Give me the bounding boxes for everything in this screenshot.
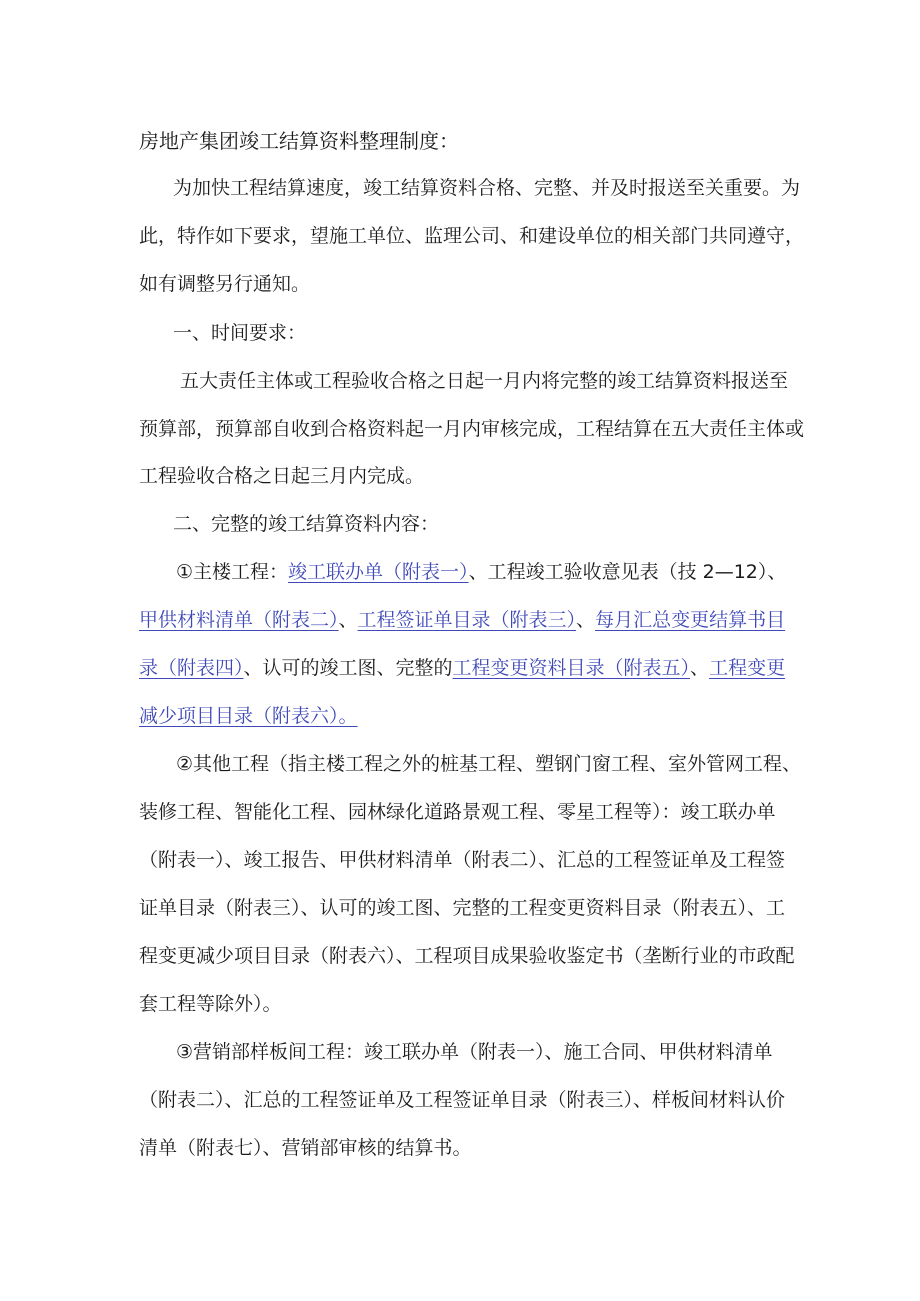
- section1-line-2: 预算部，预算部自收到合格资料起一月内审核完成，工程结算在五大责任主体或: [139, 418, 805, 440]
- item3-line-1: ③营销部样板间工程：竣工联办单（附表一）、施工合同、甲供材料清单: [176, 1041, 773, 1063]
- item2-line-5: 程变更减少项目目录（附表六）、工程项目成果验收鉴定书（垄断行业的市政配: [139, 945, 795, 967]
- item2-line-6: 套工程等除外）。: [139, 993, 282, 1015]
- item2-line-3: （附表一）、竣工报告、甲供材料清单（附表二）、汇总的工程签证单及工程签: [139, 849, 786, 871]
- item3-line-2: （附表二）、汇总的工程签证单及工程签证单目录（附表三）、样板间材料认价: [139, 1089, 786, 1111]
- separator: 、: [690, 657, 710, 679]
- section1-heading: 一、时间要求：: [173, 322, 307, 344]
- link-change-reduction-catalog[interactable]: 工程变更: [709, 657, 786, 679]
- document-title: 房地产集团竣工结算资料整理制度：: [139, 129, 459, 153]
- section1-line-1: 五大责任主体或工程验收合格之日起一月内将完整的竣工结算资料报送至: [180, 370, 789, 392]
- item3-line-3: 清单（附表七）、营销部审核的结算书。: [139, 1137, 472, 1159]
- item1-line-1: [0, 557, 920, 587]
- separator: 、: [576, 609, 596, 631]
- link-monthly-change-catalog-cont[interactable]: 录（附表四）: [139, 657, 244, 679]
- item1-line-3: [0, 653, 920, 683]
- intro-line-2: 此，特作如下要求，望施工单位、监理公司、和建设单位的相关部门共同遵守，: [139, 225, 805, 247]
- section2-heading: 二、完整的竣工结算资料内容：: [173, 513, 440, 535]
- link-completion-form[interactable]: 竣工联办单（附表一）: [288, 561, 469, 583]
- link-change-reduction-catalog-cont[interactable]: 减少项目目录（附表六）: [139, 705, 339, 727]
- item2-line-1: ②其他工程（指主楼工程之外的桩基工程、塑钢门窗工程、室外管网工程、: [176, 753, 802, 775]
- item1-line-4: [0, 701, 920, 731]
- item1-text: 、工程竣工验收意见表（技 2—12）、: [468, 561, 787, 583]
- link-monthly-change-catalog[interactable]: 每月汇总变更结算书目: [595, 609, 786, 631]
- link-supplied-materials[interactable]: 甲供材料清单（附表二）: [139, 609, 339, 631]
- intro-line-3: 如有调整另行通知。: [139, 273, 311, 295]
- separator: 、: [338, 609, 358, 631]
- item2-line-2: 装修工程、智能化工程、园林绿化道路景观工程、零星工程等）：竣工联办单: [139, 801, 776, 823]
- link-visa-catalog[interactable]: 工程签证单目录（附表三）: [357, 609, 577, 631]
- item1-label: ①主楼工程：: [176, 561, 289, 583]
- item1-text: 、认可的竣工图、完整的: [243, 657, 453, 679]
- item2-line-4: 证单目录（附表三）、认可的竣工图、完整的工程变更资料目录（附表五）、工: [139, 897, 786, 919]
- item1-line-2: [0, 605, 920, 635]
- item1-end: 。: [338, 705, 358, 727]
- section1-line-3: 工程验收合格之日起三月内完成。: [139, 465, 425, 487]
- link-change-data-catalog[interactable]: 工程变更资料目录（附表五）: [452, 657, 691, 679]
- intro-line-1: 为加快工程结算速度，竣工结算资料合格、完整、并及时报送至关重要。为: [173, 177, 801, 199]
